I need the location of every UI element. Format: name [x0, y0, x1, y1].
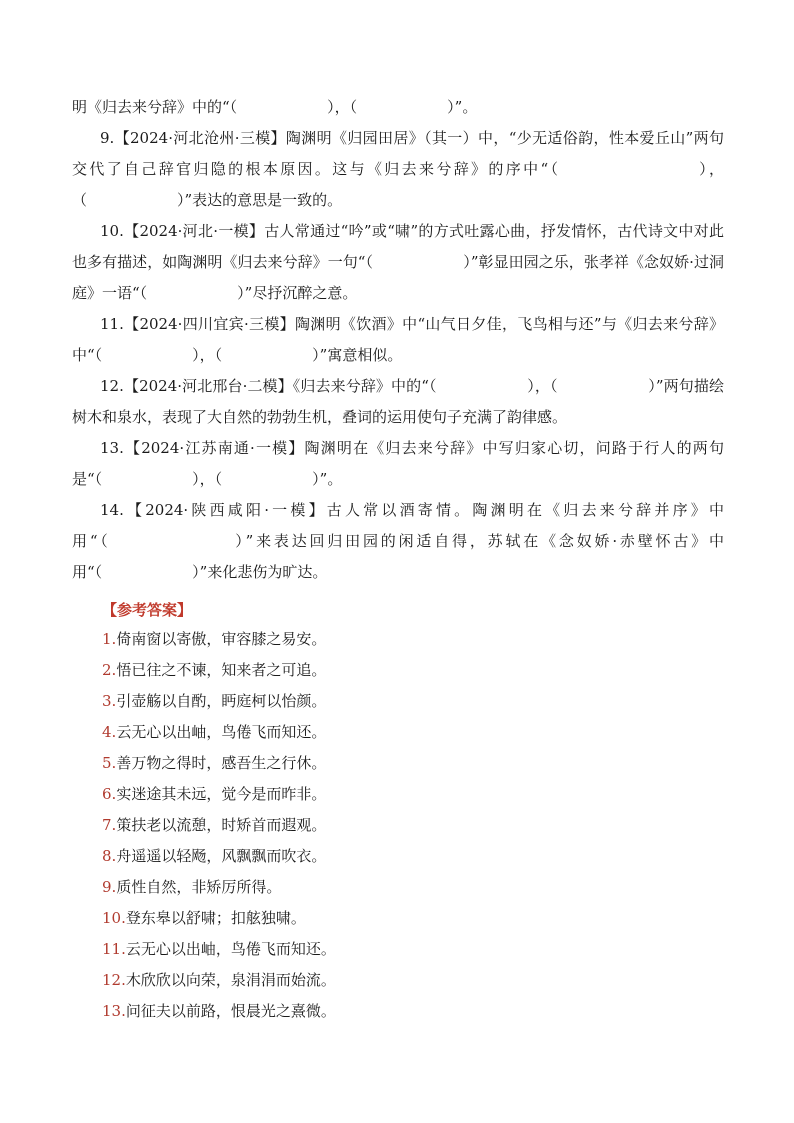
- answer-number: 1.: [102, 630, 117, 648]
- answer-text: 策扶老以流憩，时矫首而遐观。: [116, 816, 327, 834]
- question-q11: 11.【2024·四川宜宾·三模】陶渊明《饮酒》中“山气日夕佳，飞鸟相与还”与《归去来兮辞》中“（ ），（ ）”寓意相似。: [72, 315, 724, 364]
- question-q12: 12.【2024·河北邢台·二模】《归去来兮辞》中的“（ ），（ ）”两句描绘树木和泉水，表现了大自然的勃勃生机，叠词的运用使句子充满了韵律感。: [72, 377, 724, 426]
- answer-item: [102, 810, 724, 841]
- question-q9: 9.【2024·河北沧州·三模】陶渊明《归园田居》（其一）中，“少无适俗韵，性本爱丘山”两句交代了自己辞官归隐的根本原因。这与《归去来兮辞》的序中“（ ），（ ）”表达的意思是一致的。: [72, 129, 724, 209]
- question-q10: 10.【2024·河北·一模】古人常通过“吟”或“啸”的方式吐露心曲，抒发情怀，古代诗文中对此也多有描述，如陶渊明《归去来兮辞》一句“（ ）”彰显田园之乐，张孝祥《念奴娇·过洞庭》一语“（ ）”尽抒沉醉之意。: [72, 222, 724, 302]
- answer-key-title: 【参考答案】: [102, 601, 193, 619]
- answer-number: 13.: [102, 1002, 126, 1020]
- answer-text: 质性自然，非矫厉所得。: [116, 878, 282, 896]
- answer-item: [102, 841, 724, 872]
- answer-text: 悟已往之不谏，知来者之可追。: [116, 661, 327, 679]
- answer-number: 6.: [102, 785, 117, 803]
- answer-number: 5.: [102, 754, 117, 772]
- answer-text: 登东皋以舒啸；扣舷独啸。: [125, 909, 306, 927]
- answer-text: 实迷途其未远，觉今是而昨非。: [116, 785, 327, 803]
- question-q13: 13.【2024·江苏南通·一模】陶渊明在《归去来兮辞》中写归家心切，问路于行人的两句是“（ ），（ ）”。: [72, 439, 724, 488]
- answer-text: 木欣欣以向荣，泉涓涓而始流。: [125, 971, 336, 989]
- answer-item: [102, 872, 724, 903]
- answer-item: [102, 655, 724, 686]
- answer-text: 云无心以出岫，鸟倦飞而知还。: [125, 940, 336, 958]
- answer-list: [72, 624, 724, 1027]
- answer-number: 12.: [102, 971, 126, 989]
- answer-text: 问征夫以前路，恨晨光之熹微。: [125, 1002, 336, 1020]
- answer-number: 8.: [102, 847, 117, 865]
- answer-number: 11.: [102, 940, 126, 958]
- answer-text: 善万物之得时，感吾生之行休。: [116, 754, 327, 772]
- answer-text: 舟遥遥以轻飏，风飘飘而吹衣。: [116, 847, 327, 865]
- answer-item: [102, 779, 724, 810]
- document-content: [72, 92, 724, 1027]
- answer-number: 9.: [102, 878, 117, 896]
- answer-text: 倚南窗以寄傲，审容膝之易安。: [116, 630, 327, 648]
- answer-item: [102, 934, 724, 965]
- answer-item: [102, 717, 724, 748]
- question-q14: 14.【2024·陕西咸阳·一模】古人常以酒寄情。陶渊明在《归去来兮辞并序》中用“（ ）”来表达回归田园的闲适自得，苏轼在《念奴娇·赤壁怀古》中用“（ ）”来化悲伤为旷达。: [72, 501, 724, 581]
- answer-number: 3.: [102, 692, 117, 710]
- question-q8-tail: 明《归去来兮辞》中的“（ ），（ ）”。: [72, 98, 478, 116]
- answer-number: 7.: [102, 816, 117, 834]
- answer-item: [102, 624, 724, 655]
- answer-number: 10.: [102, 909, 126, 927]
- answer-text: 云无心以出岫，鸟倦飞而知还。: [116, 723, 327, 741]
- question-list: [72, 92, 724, 588]
- answer-text: 引壶觞以自酌，眄庭柯以怡颜。: [116, 692, 327, 710]
- answer-item: [102, 748, 724, 779]
- answer-number: 2.: [102, 661, 117, 679]
- answer-item: [102, 903, 724, 934]
- answer-item: [102, 965, 724, 996]
- answer-item: [102, 996, 724, 1027]
- answer-item: [102, 686, 724, 717]
- answer-number: 4.: [102, 723, 117, 741]
